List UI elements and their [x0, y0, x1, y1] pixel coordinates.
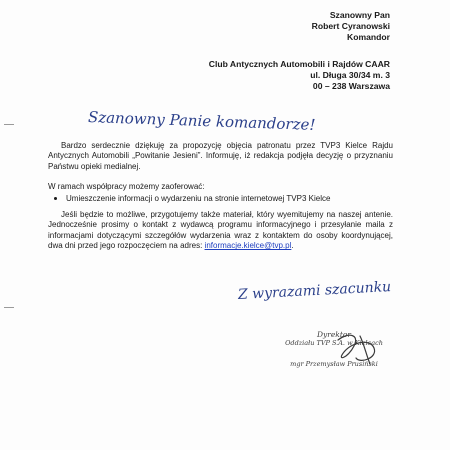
recipient-title: Komandor [347, 32, 390, 42]
fold-mark [4, 307, 14, 308]
organization-street: ul. Długa 30/34 m. 3 [310, 70, 390, 80]
paragraph-end: . [291, 241, 294, 251]
paragraph-text [48, 210, 393, 252]
handwritten-closing: Z wyrazami szacunku [237, 278, 392, 303]
organization-block [209, 59, 390, 92]
email-link[interactable]: informacje.kielce@tvp.pl [204, 241, 292, 251]
organization-city: 00 – 238 Warszawa [312, 81, 390, 91]
paragraph-contact-text: Jeśli będzie to możliwe, przygotujemy także materiał, który wyemitujemy na naszej antenie. Jednocześnie prosimy o kontakt z wydawcą programu informacyjnego i przesyłanie maila z informacjami dotyczącymi szczegółów wydarzenia wraz z kontaktem do osoby koordynującej, dwa dni przed jego rozpoczęciem na adres: [48, 210, 393, 251]
paragraph-offer [48, 182, 393, 192]
paragraph-text: Bardzo serdecznie dziękuję za propozycję objęcia patronatu przez TVP3 Kielce Rajdu Antycznych Automobili „Powitanie Jesieni”. Informuję, iż redakcja podjęła decyzję o przyznaniu Państwu opieki medialnej. [48, 141, 393, 171]
signature-scribble [330, 330, 390, 370]
bullet-text: Umieszczenie informacji o wydarzeniu na stronie internetowej TVP3 Kielce [66, 194, 331, 203]
stamp-title: Dyrektor [317, 330, 351, 339]
paragraph-text: W ramach współpracy możemy zaoferować: [48, 182, 205, 191]
recipient-salutation: Szanowny Pan [329, 10, 390, 20]
paragraph-contact [48, 210, 393, 252]
organization-name: Club Antycznych Automobili i Rajdów CAAR [208, 59, 390, 69]
bullet-icon [54, 197, 57, 200]
stamp-name: mgr Przemysław Prusiński [290, 360, 378, 368]
recipient-block [312, 10, 390, 43]
fold-mark [4, 124, 14, 125]
stamp-office: Oddziału TVP S.A. w Kielcach [285, 339, 383, 347]
recipient-name: Robert Cyranowski [311, 21, 390, 31]
paragraph-patronage [48, 141, 393, 172]
handwritten-greeting: Szanowny Panie komandorze! [87, 108, 316, 134]
bullet-item [66, 194, 330, 204]
